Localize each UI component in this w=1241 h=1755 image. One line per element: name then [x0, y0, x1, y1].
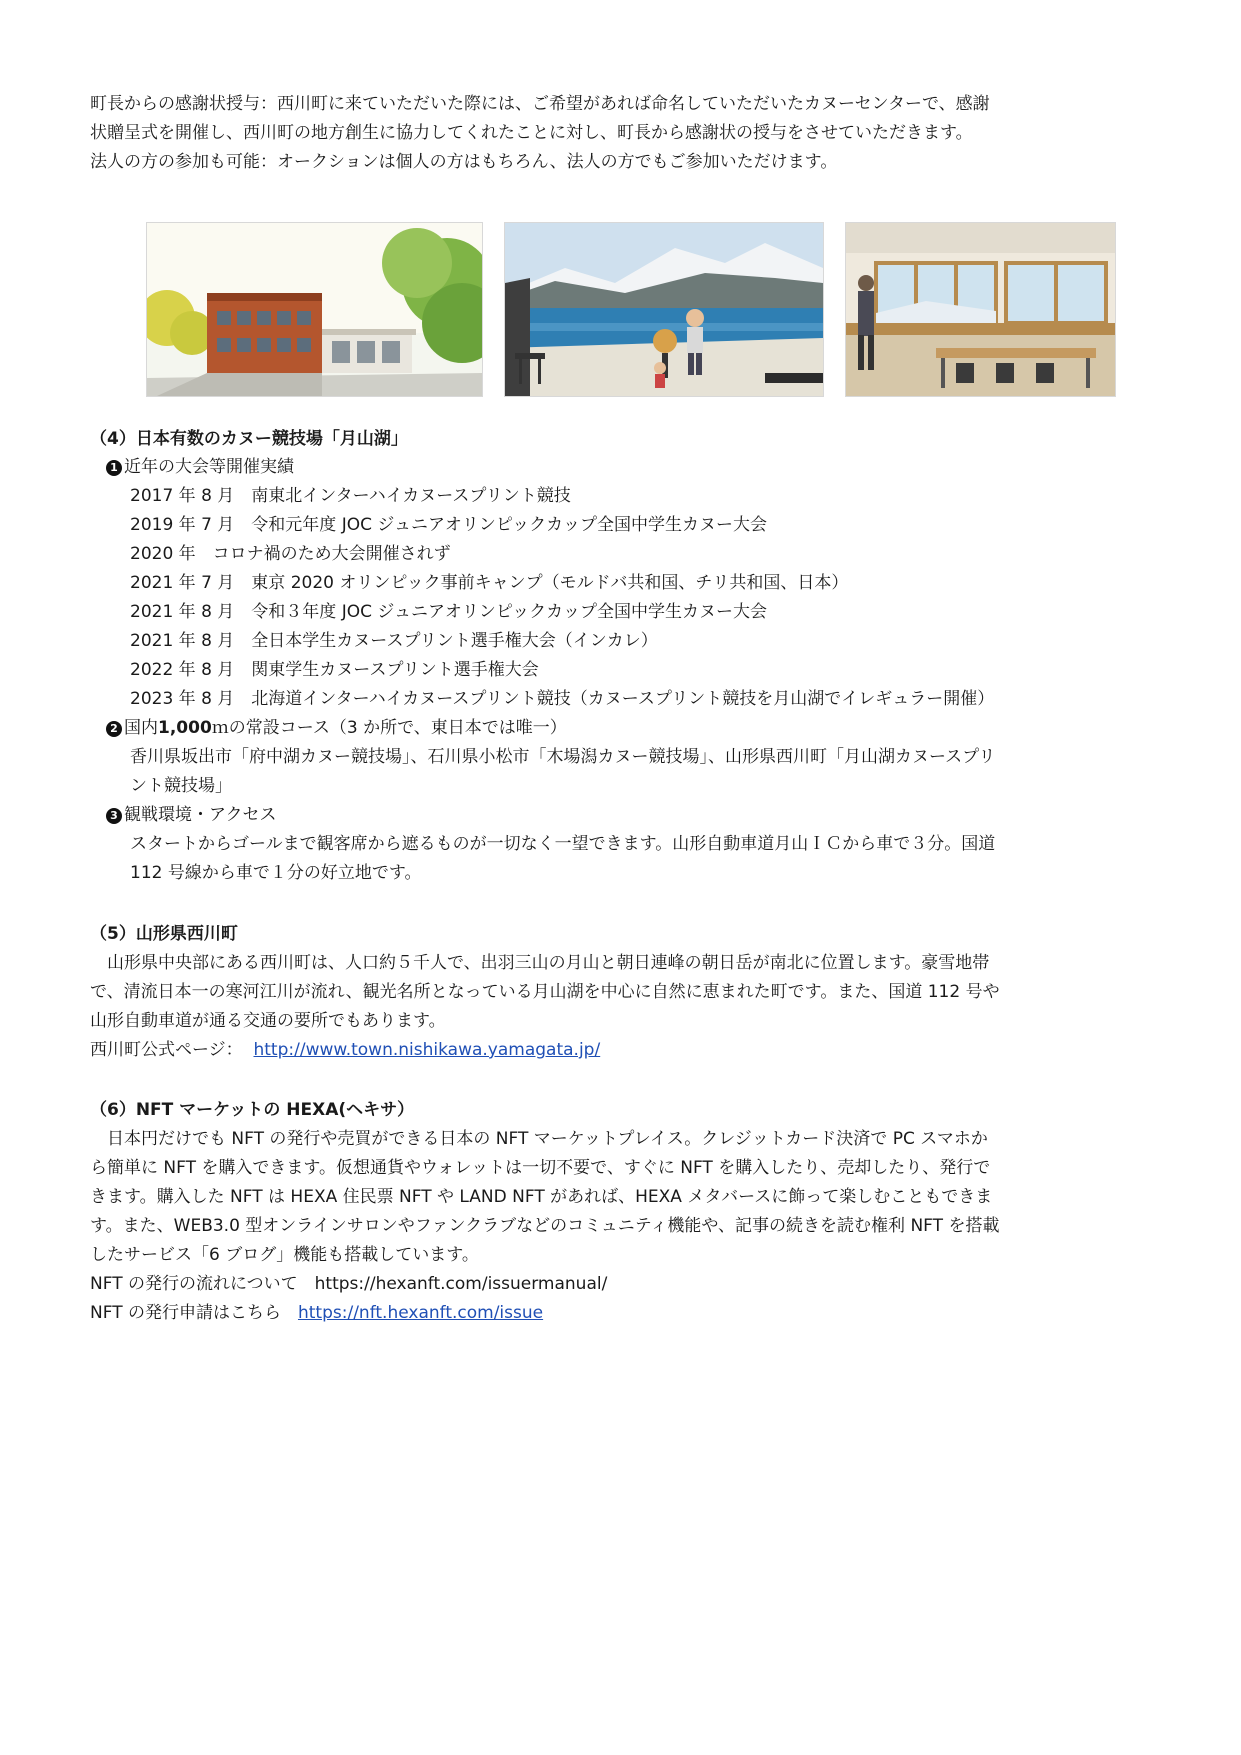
section-5-line-1: 山形県中央部にある西川町は、人口約５千人で、出羽三山の月山と朝日連峰の朝日岳が南北に位置します。豪雪地帯	[90, 953, 990, 973]
sub2-line-1: 香川県坂出市「府中湖カヌー競技場」、石川県小松市「木場潟カヌー競技場」、山形県西川町「月山湖カヌースプリ	[130, 747, 996, 767]
event-item: 2021 年 8 月 令和３年度 JOC ジュニアオリンピックカップ全国中学生カヌー大会	[130, 602, 768, 622]
number-marker-3: 3	[106, 808, 122, 824]
issue-apply-row	[90, 1299, 1160, 1328]
event-item: 2022 年 8 月 関東学生カヌースプリント選手権大会	[130, 660, 539, 680]
number-marker-2: 2	[106, 721, 122, 737]
intro-line-3: 法人の方の参加も可能：オークションは個人の方はもちろん、法人の方でもご参加いただけます。	[90, 152, 838, 172]
section-4-sub1	[106, 453, 1176, 482]
sub2-title-post: ｍの常設コース（3 か所で、東日本では唯一）	[211, 718, 567, 738]
sub3-line-2: 112 号線から車で１分の好立地です。	[130, 863, 422, 883]
event-item: 2017 年 8 月 南東北インターハイカヌースプリント競技	[130, 486, 571, 506]
section-6-line-5: したサービス「6 ブログ」機能も搭載しています。	[90, 1245, 479, 1265]
section-4-sub3	[106, 801, 1176, 830]
official-page-label: 西川町公式ページ：	[90, 1040, 243, 1060]
sub2-title-pre: 国内	[124, 718, 158, 738]
issue-flow-label: NFT の発行の流れについて	[90, 1274, 315, 1294]
official-page-link[interactable]: http://www.town.nishikawa.yamagata.jp/	[253, 1040, 601, 1060]
section-6-heading: （6）NFT マーケットの HEXA(ヘキサ）	[90, 1100, 415, 1120]
section-4-sub2	[106, 714, 1176, 743]
sub3-line-1: スタートからゴールまで観客席から遮るものが一切なく一望できます。山形自動車道月山ＩＣから車で３分。国道	[130, 834, 996, 854]
intro-line-2: 状贈呈式を開催し、西川町の地方創生に協力してくれたことに対し、町長から感謝状の授与をさせていただきます。	[90, 123, 973, 143]
event-item: 2020 年 コロナ禍のため大会開催されず	[130, 544, 451, 564]
section-6-line-3: きます。購入した NFT は HEXA 住民票 NFT や LAND NFT があれば、HEXA メタバースに飾って楽しむこともできま	[90, 1187, 993, 1207]
number-marker-1: 1	[106, 460, 122, 476]
intro-line-1: 町長からの感謝状授与：西川町に来ていただいた際には、ご希望があれば命名していただいたカヌーセンターで、感謝	[90, 94, 990, 114]
section-5-heading: （5）山形県西川町	[90, 924, 238, 944]
canoe-center-exterior-image	[146, 222, 483, 397]
issue-apply-link[interactable]: https://nft.hexanft.com/issue	[297, 1303, 544, 1323]
event-item: 2021 年 7 月 東京 2020 オリンピック事前キャンプ（モルドバ共和国、チリ共和国、日本）	[130, 573, 849, 593]
event-item: 2023 年 8 月 北海道インターハイカヌースプリント競技（カヌースプリント競技を月山湖でイレギュラー開催）	[130, 689, 995, 709]
section-6-line-4: す。また、WEB3.0 型オンラインサロンやファンクラブなどのコミュニティ機能や、記事の続きを読む権利 NFT を搭載	[90, 1216, 1000, 1236]
issue-flow-url[interactable]: https://hexanft.com/issuermanual/	[314, 1274, 608, 1294]
section-5-line-3: 山形自動車道が通る交通の要所でもあります。	[90, 1011, 446, 1031]
section-5-line-2: で、清流日本一の寒河江川が流れ、観光名所となっている月山湖を中心に自然に恵まれた町です。また、国道 112 号や	[90, 982, 1000, 1002]
issue-apply-label: NFT の発行申請はこちら	[90, 1303, 298, 1323]
sub2-line-2: ント競技場」	[130, 776, 232, 796]
lake-terrace-view-image	[504, 222, 824, 397]
canoe-center-interior-image	[845, 222, 1116, 397]
event-item: 2019 年 7 月 令和元年度 JOC ジュニアオリンピックカップ全国中学生カヌー大会	[130, 515, 768, 535]
sub3-title: 観戦環境・アクセス	[124, 805, 277, 825]
sub1-title: 近年の大会等開催実績	[124, 457, 294, 477]
event-item: 2021 年 8 月 全日本学生カヌースプリント選手権大会（インカレ）	[130, 631, 658, 651]
section-6-line-2: ら簡単に NFT を購入できます。仮想通貨やウォレットは一切不要で、すぐに NFT を購入したり、売却したり、発行で	[90, 1158, 991, 1178]
section-4-heading: （4）日本有数のカヌー競技場「月山湖」	[90, 429, 408, 449]
section-6-line-1: 日本円だけでも NFT の発行や売買ができる日本の NFT マーケットプレイス。クレジットカード決済で PC スマホか	[90, 1129, 988, 1149]
issue-flow-row	[90, 1270, 1160, 1299]
sub2-title-bold: 1,000	[158, 718, 212, 738]
official-page-row	[90, 1036, 1160, 1065]
